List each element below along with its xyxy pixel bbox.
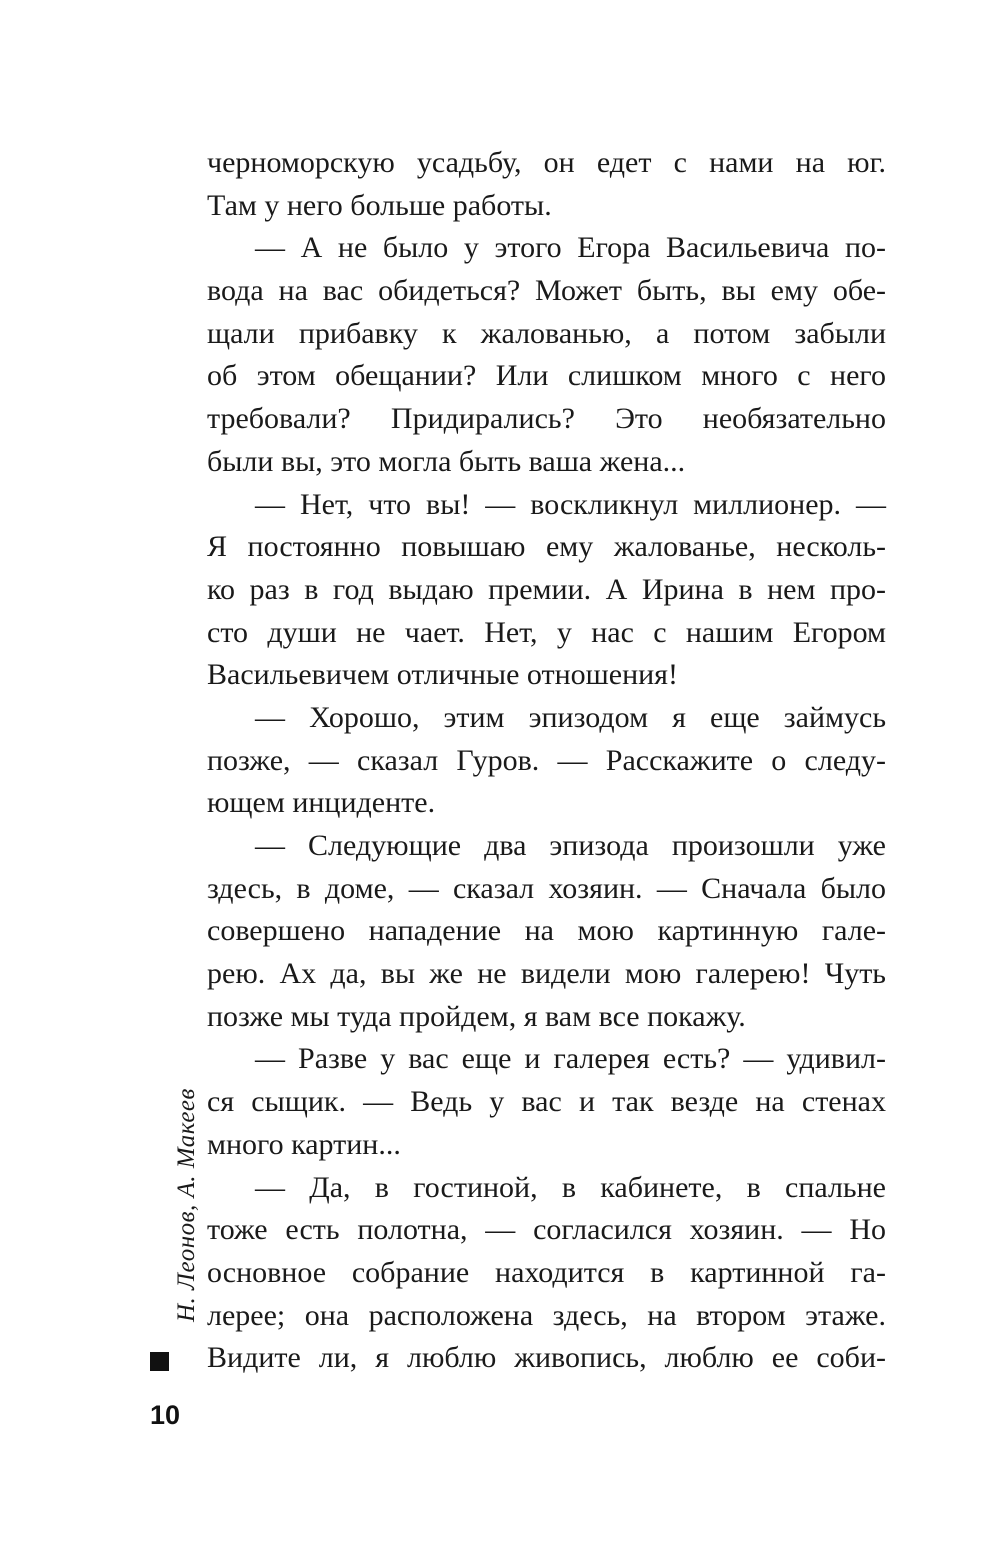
- text-line: черноморскую усадьбу, он едет с нами на юг.: [207, 146, 886, 179]
- text-line: щали прибавку к жалованью, а потом забыли: [207, 316, 886, 350]
- text-line: — Да, в гостиной, в кабинете, в спальне: [255, 1170, 886, 1204]
- text-line: сто души не чает. Нет, у нас с нашим Егором: [207, 615, 886, 649]
- text-line: рею. Ах да, вы же не видели мою галерею! Чуть: [207, 957, 886, 991]
- text-line: позже мы туда пройдем, я вам все покажу.: [207, 999, 746, 1033]
- text-line: позже, — сказал Гуров. — Расскажите о следу-: [207, 743, 886, 777]
- text-line: вода на вас обидеться? Может быть, вы ему обе-: [207, 274, 886, 308]
- text-line: Я постоянно повышаю ему жалованье, несколь-: [207, 530, 886, 564]
- text-line: — Следующие два эпизода произошли уже: [255, 829, 886, 862]
- text-line: много картин...: [207, 1127, 401, 1161]
- text-line: Видите ли, я люблю живопись, люблю ее соби-: [207, 1341, 886, 1375]
- text-line: ся сыщик. — Ведь у вас и так везде на стенах: [207, 1085, 886, 1119]
- text-line: требовали? Придирались? Это необязательно: [207, 402, 886, 436]
- text-line: тоже есть полотна, — согласился хозяин. — Но: [207, 1213, 886, 1247]
- text-line: совершено нападение на мою картинную гале-: [207, 914, 886, 948]
- page-number: 10: [150, 1400, 181, 1430]
- text-line: Васильевичем отличные отношения!: [207, 658, 678, 692]
- text-line: основное собрание находится в картинной га-: [207, 1255, 886, 1289]
- folio-square-marker: [150, 1352, 169, 1371]
- text-line: об этом обещании? Или слишком много с него: [207, 359, 886, 393]
- text-line: лерее; она расположена здесь, на втором этаже.: [207, 1298, 886, 1332]
- text-line: — Хорошо, этим эпизодом я еще займусь: [255, 700, 886, 734]
- text-line: Там у него больше работы.: [207, 188, 552, 222]
- text-line: ющем инциденте.: [207, 786, 436, 820]
- body-text: [207, 142, 886, 1380]
- text-line: — Разве у вас еще и галерея есть? — удивил-: [255, 1042, 886, 1076]
- text-line: — А не было у этого Егора Васильевича по-: [255, 231, 886, 265]
- text-line: ко раз в год выдаю премии. А Ирина в нем про-: [207, 572, 886, 606]
- running-head-authors: Н. Леонов, А. Макеев: [173, 1088, 200, 1322]
- text-line: здесь, в доме, — сказал хозяин. — Сначала было: [207, 871, 886, 905]
- text-line: были вы, это могла быть ваша жена...: [207, 444, 686, 478]
- text-line: — Нет, что вы! — воскликнул миллионер. —: [255, 487, 886, 521]
